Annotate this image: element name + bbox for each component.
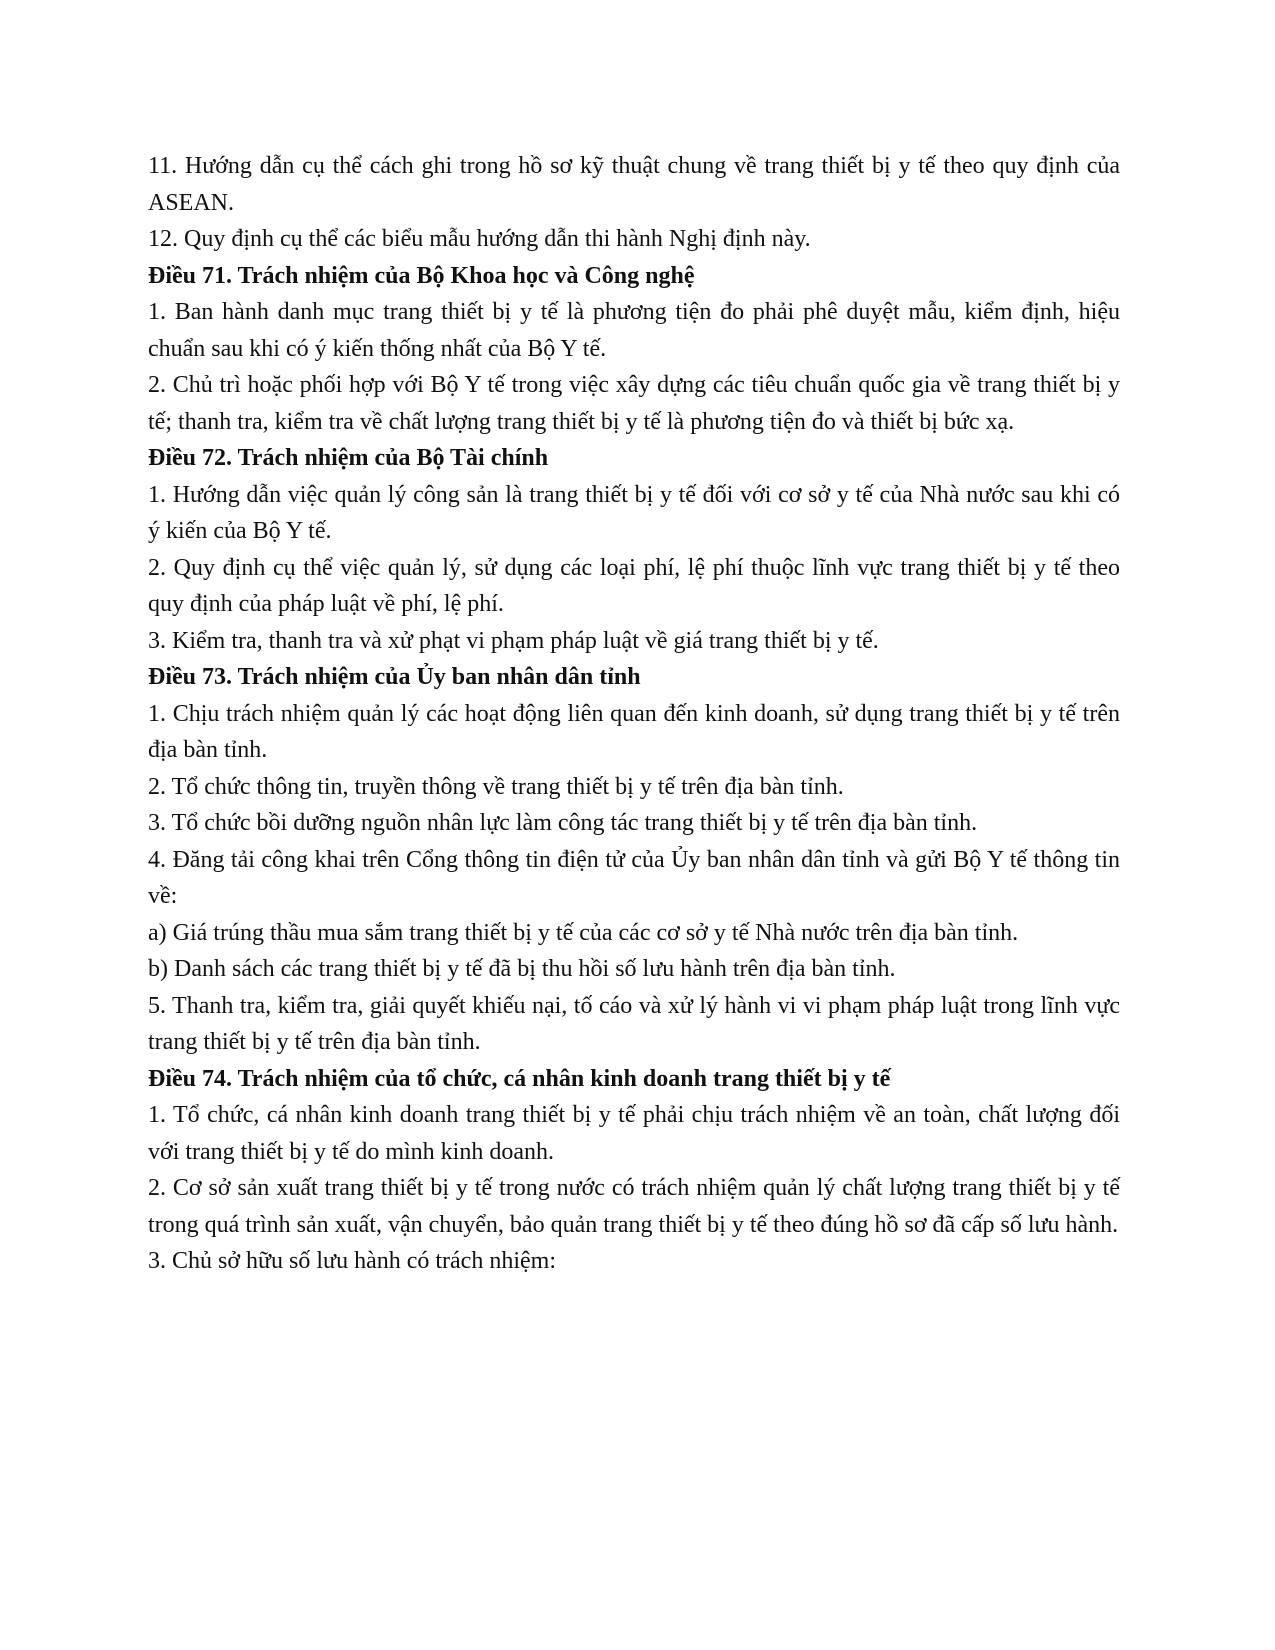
article-72-clause-1: 1. Hướng dẫn việc quản lý công sản là trang thiết bị y tế đối với cơ sở y tế của Nhà nước sau khi có ý kiến của Bộ Y tế. — [148, 481, 1120, 544]
article-73-clause-4: 4. Đăng tải công khai trên Cổng thông tin điện tử của Ủy ban nhân dân tỉnh và gửi Bộ Y tế thông tin về: — [148, 846, 1120, 909]
article-74-clause-2: 2. Cơ sở sản xuất trang thiết bị y tế trong nước có trách nhiệm quản lý chất lượng trang thiết bị y tế trong quá trình sản xuất, vận chuyển, bảo quản trang thiết bị y tế theo đúng hồ sơ đã cấp số lưu hành. — [148, 1175, 1120, 1238]
article-73-clause-4a: a) Giá trúng thầu mua sắm trang thiết bị y tế của các cơ sở y tế Nhà nước trên địa bàn tỉnh. — [148, 919, 1019, 946]
article-73-clause-4b: b) Danh sách các trang thiết bị y tế đã bị thu hồi số lưu hành trên địa bàn tỉnh. — [148, 956, 896, 982]
paragraph-item-11: 11. Hướng dẫn cụ thể cách ghi trong hồ sơ kỹ thuật chung về trang thiết bị y tế theo quy định của ASEAN. — [148, 153, 1120, 216]
article-73-clause-3: 3. Tổ chức bồi dưỡng nguồn nhân lực làm công tác trang thiết bị y tế trên địa bàn tỉnh. — [148, 810, 978, 836]
article-74-clause-3: 3. Chủ sở hữu số lưu hành có trách nhiệm: — [148, 1248, 556, 1274]
article-72-heading: Điều 72. Trách nhiệm của Bộ Tài chính — [148, 445, 549, 471]
article-74-clause-1: 1. Tổ chức, cá nhân kinh doanh trang thiết bị y tế phải chịu trách nhiệm về an toàn, chất lượng đối với trang thiết bị y tế do mình kinh doanh. — [148, 1102, 1120, 1165]
article-73-clause-5: 5. Thanh tra, kiểm tra, giải quyết khiếu nại, tố cáo và xử lý hành vi vi phạm pháp luật trong lĩnh vực trang thiết bị y tế trên địa bàn tỉnh. — [148, 992, 1120, 1055]
article-73-clause-2: 2. Tổ chức thông tin, truyền thông về trang thiết bị y tế trên địa bàn tỉnh. — [148, 773, 844, 800]
article-72-clause-2: 2. Quy định cụ thể việc quản lý, sử dụng các loại phí, lệ phí thuộc lĩnh vực trang thiết bị y tế theo quy định của pháp luật về phí, lệ phí. — [148, 554, 1120, 617]
article-72-clause-3: 3. Kiểm tra, thanh tra và xử phạt vi phạm pháp luật về giá trang thiết bị y tế. — [148, 627, 879, 654]
article-71-heading: Điều 71. Trách nhiệm của Bộ Khoa học và Công nghệ — [148, 262, 695, 289]
article-73-clause-1: 1. Chịu trách nhiệm quản lý các hoạt động liên quan đến kinh doanh, sử dụng trang thiết bị y tế trên địa bàn tỉnh. — [148, 700, 1120, 763]
article-74-heading: Điều 74. Trách nhiệm của tổ chức, cá nhân kinh doanh trang thiết bị y tế — [148, 1065, 891, 1092]
article-71-clause-1: 1. Ban hành danh mục trang thiết bị y tế là phương tiện đo phải phê duyệt mẫu, kiểm định, hiệu chuẩn sau khi có ý kiến thống nhất của Bộ Y tế. — [148, 299, 1120, 362]
document-page — [148, 148, 1120, 1280]
paragraph-item-12: 12. Quy định cụ thể các biểu mẫu hướng dẫn thi hành Nghị định này. — [148, 226, 811, 252]
article-71-clause-2: 2. Chủ trì hoặc phối hợp với Bộ Y tế trong việc xây dựng các tiêu chuẩn quốc gia về trang thiết bị y tế; thanh tra, kiểm tra về chất lượng trang thiết bị y tế là phương tiện đo và thiết bị bức xạ. — [148, 372, 1120, 435]
article-73-heading: Điều 73. Trách nhiệm của Ủy ban nhân dân tỉnh — [148, 664, 641, 690]
